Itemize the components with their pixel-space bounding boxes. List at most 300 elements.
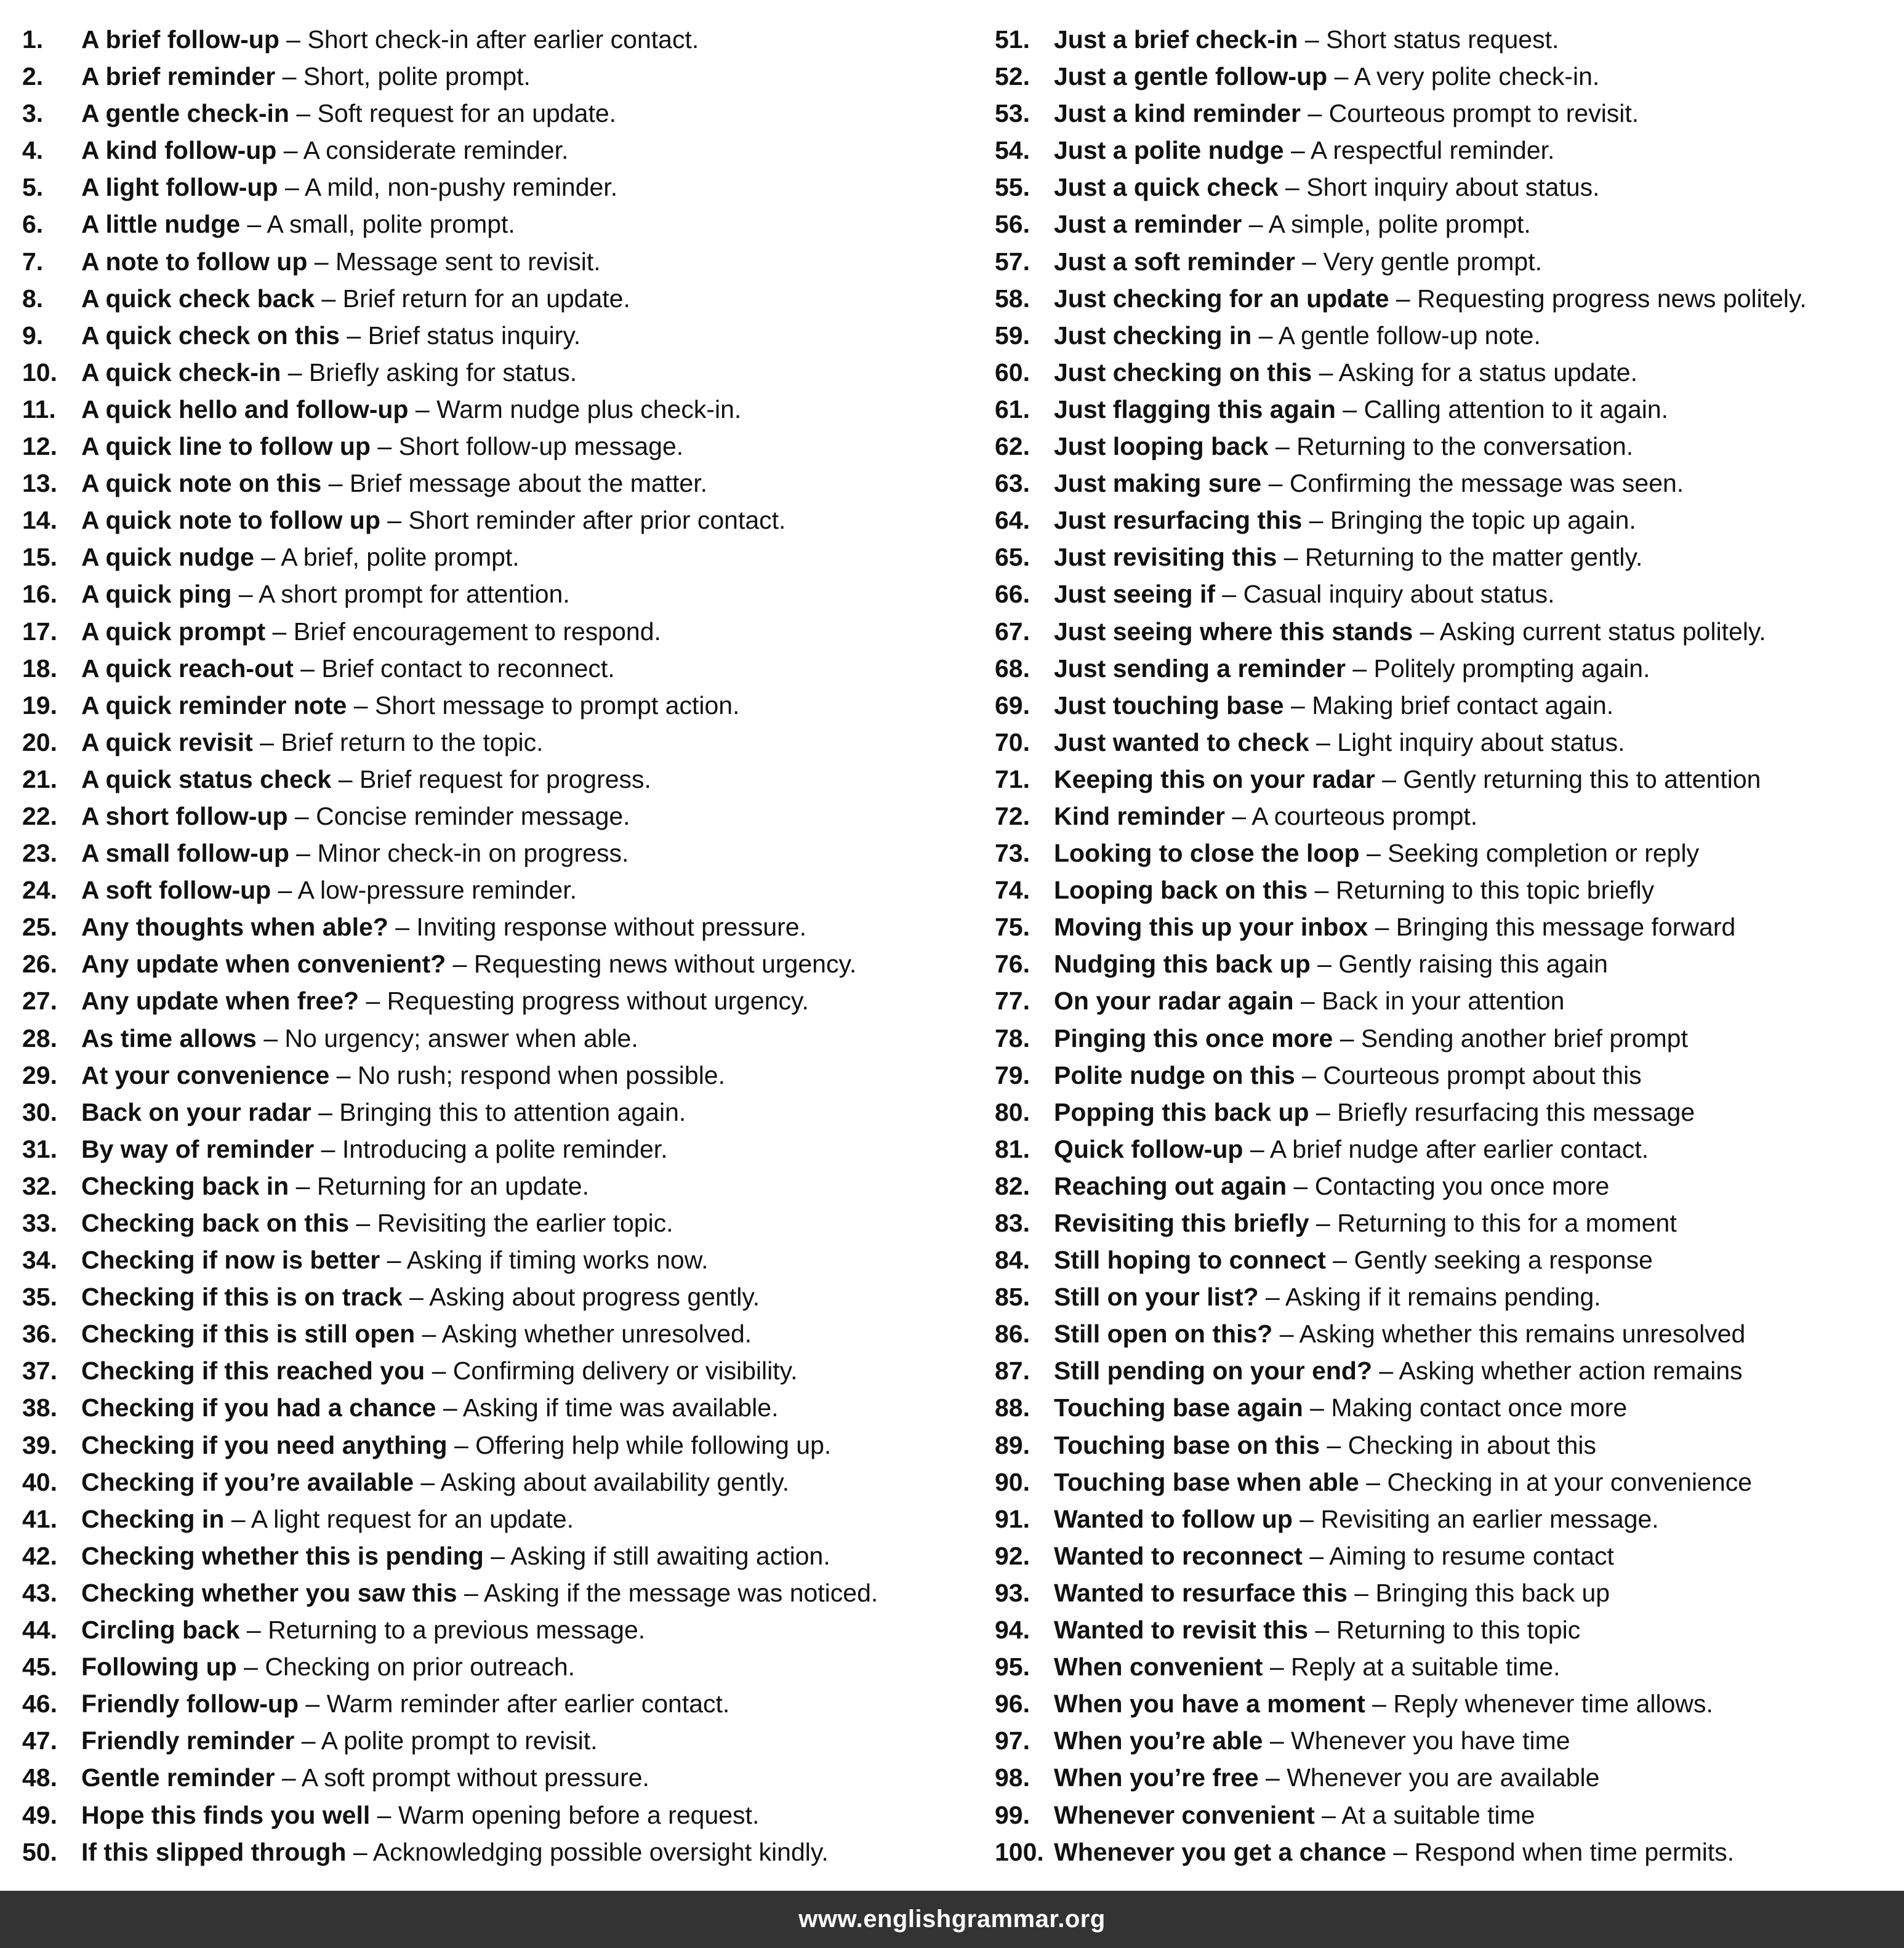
item-separator: –: [236, 1653, 265, 1681]
list-item: [995, 354, 1900, 391]
item-text: [1054, 650, 1650, 687]
list-item: [22, 798, 970, 835]
item-description: Brief encouragement to respond.: [293, 617, 661, 646]
item-phrase: A quick check-in: [81, 358, 281, 387]
item-description: Message sent to revisit.: [335, 247, 601, 276]
item-number: 29.: [22, 1060, 57, 1089]
item-text: [1054, 465, 1684, 502]
item-separator: –: [1242, 210, 1269, 239]
item-number: 6.: [22, 210, 44, 239]
item-phrase: A short follow-up: [81, 801, 288, 830]
item-phrase: Just looping back: [1054, 432, 1269, 461]
item-number: 71.: [995, 764, 1030, 793]
item-number: 48.: [22, 1763, 57, 1792]
item-text: [81, 428, 683, 465]
item-separator: –: [457, 1578, 484, 1607]
item-number: 65.: [995, 543, 1030, 572]
item-description: Returning for an update.: [316, 1171, 590, 1200]
item-description: Brief status inquiry.: [368, 321, 581, 350]
item-phrase: Following up: [81, 1653, 237, 1681]
item-text: [1054, 1131, 1649, 1168]
item-number: 33.: [22, 1209, 57, 1237]
item-phrase: Checking if you had a chance: [81, 1393, 436, 1422]
item-text: [1054, 1352, 1743, 1389]
list-item: [995, 465, 1900, 502]
item-separator: –: [293, 654, 322, 683]
item-description: Returning to the matter gently.: [1304, 543, 1643, 572]
item-text: [81, 1020, 638, 1057]
item-separator: –: [1215, 580, 1243, 609]
list-item: [22, 1131, 970, 1168]
list-item: [22, 908, 970, 945]
list-item: [22, 1464, 970, 1501]
item-text: [81, 1204, 673, 1241]
item-separator: –: [349, 1209, 377, 1237]
list-item: [995, 613, 1900, 650]
list-item: [995, 798, 1900, 835]
item-description: Reply whenever time allows.: [1393, 1689, 1713, 1718]
item-separator: –: [1327, 62, 1354, 91]
item-description: Concise reminder message.: [316, 801, 630, 830]
item-separator: –: [1283, 691, 1312, 719]
item-text: [81, 1574, 878, 1611]
list-item: [995, 428, 1900, 465]
item-separator: –: [271, 876, 298, 905]
item-number: 78.: [995, 1024, 1030, 1052]
item-phrase: Wanted to reconnect: [1054, 1541, 1303, 1570]
item-text: [81, 391, 741, 428]
item-description: Short, polite prompt.: [303, 62, 531, 91]
item-number: 18.: [22, 654, 57, 683]
item-phrase: Pinging this once more: [1054, 1024, 1333, 1052]
item-separator: –: [380, 506, 409, 535]
item-description: Checking in about this: [1348, 1430, 1597, 1459]
item-phrase: Checking whether this is pending: [81, 1541, 484, 1570]
item-text: [81, 1057, 725, 1094]
item-phrase: Touching base again: [1054, 1393, 1303, 1422]
item-separator: –: [224, 1504, 251, 1533]
item-separator: –: [1258, 1763, 1287, 1792]
item-separator: –: [1295, 1060, 1324, 1089]
item-text: [81, 872, 577, 908]
item-description: Making brief contact again.: [1312, 691, 1614, 719]
item-number: 68.: [995, 654, 1030, 683]
item-phrase: Wanted to resurface this: [1054, 1578, 1348, 1607]
item-separator: –: [1309, 1209, 1338, 1237]
item-phrase: A quick line to follow up: [81, 432, 371, 461]
list-item: [995, 1204, 1900, 1241]
list-item: [22, 724, 970, 761]
item-text: [81, 761, 651, 798]
item-separator: –: [1292, 1504, 1321, 1533]
list-item: [22, 872, 970, 908]
item-number: 21.: [22, 764, 57, 793]
item-phrase: A quick hello and follow-up: [81, 395, 409, 423]
item-separator: –: [1314, 1800, 1342, 1829]
list-item: [995, 1574, 1900, 1611]
item-separator: –: [1268, 432, 1297, 461]
item-number: 13.: [22, 469, 57, 498]
item-text: [1054, 428, 1633, 465]
item-text: [81, 1389, 779, 1426]
list-item: [22, 1537, 970, 1574]
item-text: [81, 1464, 789, 1501]
item-phrase: If this slipped through: [81, 1837, 347, 1866]
list-item: [22, 1168, 970, 1204]
footer-bar: [0, 1891, 1904, 1948]
item-phrase: A quick reminder note: [81, 691, 347, 719]
item-separator: –: [1333, 1024, 1361, 1052]
item-description: Sending another brief prompt: [1360, 1024, 1688, 1052]
item-description: Inviting response without pressure.: [416, 913, 806, 942]
list-item: [995, 1020, 1900, 1057]
right-column: [995, 21, 1900, 1870]
list-item: [22, 465, 970, 502]
item-number: 1.: [22, 25, 44, 54]
item-separator: –: [256, 1024, 285, 1052]
list-item: [995, 1057, 1900, 1094]
item-text: [81, 650, 615, 687]
item-phrase: On your radar again: [1054, 987, 1294, 1016]
item-phrase: A quick check on this: [81, 321, 340, 350]
item-phrase: Hope this finds you well: [81, 1800, 371, 1829]
item-separator: –: [370, 1800, 398, 1829]
item-description: Asking for a status update.: [1338, 358, 1637, 387]
item-description: A small, polite prompt.: [267, 210, 515, 239]
item-phrase: Any update when convenient?: [81, 950, 446, 979]
item-description: Soft request for an update.: [317, 99, 617, 128]
item-phrase: Popping this back up: [1054, 1097, 1309, 1126]
item-number: 36.: [22, 1320, 57, 1349]
item-phrase: A quick status check: [81, 764, 332, 793]
item-number: 9.: [22, 321, 44, 350]
item-text: [81, 1501, 574, 1537]
item-separator: –: [1309, 727, 1338, 756]
item-text: [1054, 1685, 1713, 1722]
item-phrase: Friendly follow-up: [81, 1689, 299, 1718]
item-separator: –: [414, 1467, 441, 1496]
item-description: Returning to this topic briefly: [1335, 876, 1655, 905]
item-text: [81, 354, 577, 391]
item-number: 72.: [995, 801, 1030, 830]
item-text: [81, 169, 617, 206]
item-phrase: Just checking on this: [1054, 358, 1312, 387]
item-separator: –: [1359, 1467, 1388, 1496]
item-number: 45.: [22, 1653, 57, 1681]
item-number: 91.: [995, 1504, 1030, 1533]
item-phrase: Just seeing where this stands: [1054, 617, 1413, 646]
item-text: [1054, 1278, 1601, 1315]
list-item: [22, 1501, 970, 1537]
item-phrase: Revisiting this briefly: [1054, 1209, 1309, 1237]
item-phrase: Checking in: [81, 1504, 225, 1533]
item-description: Acknowledging possible oversight kindly.: [372, 1837, 829, 1866]
item-phrase: Looking to close the loop: [1054, 839, 1360, 868]
item-phrase: At your convenience: [81, 1060, 330, 1089]
item-description: Asking about availability gently.: [440, 1467, 790, 1496]
item-number: 47.: [22, 1726, 57, 1755]
item-phrase: Just a gentle follow-up: [1054, 62, 1328, 91]
list-item: [995, 1537, 1900, 1574]
item-separator: –: [1413, 617, 1440, 646]
list-item: [995, 1722, 1900, 1759]
item-number: 28.: [22, 1024, 57, 1052]
item-description: Gently returning this to attention: [1403, 764, 1761, 793]
item-text: [81, 1797, 759, 1834]
item-number: 93.: [995, 1578, 1030, 1607]
item-text: [1054, 945, 1608, 982]
list-item: [22, 1020, 970, 1057]
item-number: 84.: [995, 1246, 1030, 1275]
item-text: [1054, 21, 1559, 58]
list-item: [995, 1131, 1900, 1168]
item-number: 19.: [22, 691, 57, 719]
item-text: [1054, 835, 1699, 872]
item-phrase: Checking if this reached you: [81, 1357, 425, 1385]
item-text: [1054, 1537, 1614, 1574]
list-item: [22, 1834, 970, 1870]
list-item: [22, 1722, 970, 1759]
item-separator: –: [281, 358, 309, 387]
item-text: [81, 1611, 645, 1648]
list-item: [22, 354, 970, 391]
item-description: Bringing this message forward: [1396, 913, 1736, 942]
list-item: [22, 1427, 970, 1464]
item-phrase: By way of reminder: [81, 1134, 315, 1163]
item-separator: –: [278, 173, 305, 202]
item-number: 27.: [22, 987, 57, 1016]
item-phrase: A quick note to follow up: [81, 506, 380, 535]
item-description: Short check-in after earlier contact.: [307, 25, 699, 54]
item-description: A courteous prompt.: [1251, 801, 1478, 830]
item-separator: –: [483, 1541, 511, 1570]
list-item: [995, 1797, 1900, 1834]
item-phrase: A quick note on this: [81, 469, 322, 498]
list-item: [22, 650, 970, 687]
item-phrase: A quick ping: [81, 580, 232, 609]
item-number: 64.: [995, 506, 1030, 535]
item-text: [81, 317, 580, 354]
list-item: [22, 132, 970, 169]
item-description: Checking in at your convenience: [1387, 1467, 1753, 1496]
item-description: A polite prompt to revisit.: [321, 1726, 598, 1755]
item-number: 80.: [995, 1097, 1030, 1126]
item-number: 17.: [22, 617, 57, 646]
item-phrase: Checking whether you saw this: [81, 1578, 457, 1607]
item-number: 34.: [22, 1246, 57, 1275]
item-description: Brief return for an update.: [342, 284, 630, 313]
item-phrase: A quick prompt: [81, 617, 266, 646]
item-text: [81, 613, 661, 650]
list-item: [22, 21, 970, 58]
item-separator: –: [436, 1393, 463, 1422]
left-column: [22, 21, 970, 1870]
list-item: [22, 1204, 970, 1241]
item-text: [81, 798, 630, 835]
item-separator: –: [1309, 1097, 1338, 1126]
item-text: [81, 95, 616, 132]
list-item: [995, 908, 1900, 945]
list-item: [995, 95, 1900, 132]
item-number: 35.: [22, 1283, 57, 1312]
list-item: [22, 613, 970, 650]
item-text: [81, 1278, 760, 1315]
item-description: Courteous prompt about this: [1323, 1060, 1642, 1089]
item-separator: –: [275, 62, 303, 91]
item-phrase: A light follow-up: [81, 173, 278, 202]
item-separator: –: [1293, 987, 1322, 1016]
item-number: 54.: [995, 136, 1030, 165]
item-phrase: Any thoughts when able?: [81, 913, 388, 942]
list-item: [995, 1834, 1900, 1870]
item-text: [1054, 908, 1735, 945]
item-phrase: A brief reminder: [81, 62, 276, 91]
item-description: Brief contact to reconnect.: [321, 654, 615, 683]
list-item: [995, 650, 1900, 687]
item-text: [1054, 95, 1639, 132]
item-phrase: Just resurfacing this: [1054, 506, 1303, 535]
item-text: [1054, 539, 1642, 575]
item-separator: –: [1301, 99, 1329, 128]
item-number: 73.: [995, 839, 1030, 868]
item-separator: –: [254, 543, 281, 572]
list-item: [22, 835, 970, 872]
item-phrase: Checking if you’re available: [81, 1467, 414, 1496]
item-separator: –: [276, 136, 303, 165]
item-text: [1054, 58, 1599, 95]
item-phrase: Touching base on this: [1054, 1430, 1320, 1459]
item-number: 81.: [995, 1134, 1030, 1163]
item-number: 90.: [995, 1467, 1030, 1496]
item-description: Brief request for progress.: [359, 764, 651, 793]
item-number: 99.: [995, 1800, 1030, 1829]
item-number: 25.: [22, 913, 57, 942]
item-number: 14.: [22, 506, 57, 535]
item-description: Confirming delivery or visibility.: [452, 1357, 798, 1385]
item-phrase: Touching base when able: [1054, 1467, 1359, 1496]
item-number: 2.: [22, 62, 44, 91]
item-phrase: Checking if you need anything: [81, 1430, 448, 1459]
item-description: Very gentle prompt.: [1323, 247, 1543, 276]
item-number: 57.: [995, 247, 1030, 276]
item-separator: –: [1272, 1320, 1299, 1349]
item-phrase: A kind follow-up: [81, 136, 277, 165]
item-text: [81, 539, 520, 575]
item-number: 55.: [995, 173, 1030, 202]
item-number: 77.: [995, 987, 1030, 1016]
item-separator: –: [388, 913, 417, 942]
item-separator: –: [1345, 654, 1374, 683]
item-phrase: Just sending a reminder: [1054, 654, 1346, 683]
item-description: Short inquiry about status.: [1306, 173, 1600, 202]
item-text: [1054, 687, 1613, 724]
item-description: Requesting progress without urgency.: [387, 987, 809, 1016]
list-item: [995, 58, 1900, 95]
item-text: [81, 58, 531, 95]
item-separator: –: [240, 210, 267, 239]
list-item: [995, 1611, 1900, 1648]
item-separator: –: [359, 987, 387, 1016]
item-number: 67.: [995, 617, 1030, 646]
list-item: [22, 1797, 970, 1834]
item-description: Casual inquiry about status.: [1243, 580, 1555, 609]
item-phrase: A small follow-up: [81, 839, 289, 868]
item-number: 50.: [22, 1837, 57, 1866]
item-description: Whenever you are available: [1287, 1763, 1600, 1792]
item-number: 11.: [22, 395, 56, 423]
item-description: Asking if the message was noticed.: [483, 1578, 878, 1607]
item-text: [1054, 391, 1668, 428]
item-description: Revisiting the earlier topic.: [377, 1209, 673, 1237]
item-number: 59.: [995, 321, 1030, 350]
item-description: Confirming the message was seen.: [1289, 469, 1684, 498]
item-separator: –: [1312, 358, 1339, 387]
list-item: [22, 1574, 970, 1611]
item-number: 82.: [995, 1171, 1030, 1200]
list-item: [22, 206, 970, 242]
item-phrase: Just flagging this again: [1054, 395, 1336, 423]
item-separator: –: [321, 469, 350, 498]
item-phrase: A note to follow up: [81, 247, 308, 276]
item-description: Back in your attention: [1322, 987, 1565, 1016]
item-phrase: A quick revisit: [81, 727, 253, 756]
item-phrase: Just checking in: [1054, 321, 1252, 350]
list-item: [995, 391, 1900, 428]
item-text: [1054, 243, 1542, 280]
item-separator: –: [299, 1689, 327, 1718]
item-phrase: Just a kind reminder: [1054, 99, 1301, 128]
item-text: [81, 1131, 668, 1168]
list-item: [995, 1648, 1900, 1685]
item-text: [1054, 1241, 1653, 1278]
list-item: [22, 982, 970, 1019]
item-text: [81, 1537, 830, 1574]
item-number: 8.: [22, 284, 44, 313]
item-number: 62.: [995, 432, 1030, 461]
footer-website-link[interactable]: www.englishgrammar.org: [798, 1906, 1106, 1933]
item-description: A short prompt for attention.: [258, 580, 570, 609]
item-number: 52.: [995, 62, 1030, 91]
item-text: [1054, 1020, 1688, 1057]
item-phrase: Quick follow-up: [1054, 1134, 1243, 1163]
item-text: [1054, 354, 1637, 391]
item-phrase: Reaching out again: [1054, 1171, 1287, 1200]
item-text: [81, 465, 707, 502]
list-item: [22, 58, 970, 95]
item-separator: –: [1303, 1393, 1332, 1422]
item-phrase: A gentle check-in: [81, 99, 289, 128]
item-description: No urgency; answer when able.: [284, 1024, 638, 1052]
item-separator: –: [231, 580, 259, 609]
item-separator: –: [446, 950, 474, 979]
item-description: No rush; respond when possible.: [357, 1060, 725, 1089]
list-item: [22, 761, 970, 798]
item-number: 97.: [995, 1726, 1030, 1755]
item-description: Short follow-up message.: [398, 432, 684, 461]
item-separator: –: [425, 1357, 453, 1385]
item-description: Returning to this topic: [1336, 1616, 1581, 1645]
item-phrase: When convenient: [1054, 1653, 1263, 1681]
item-number: 42.: [22, 1541, 57, 1570]
item-description: A light request for an update.: [251, 1504, 574, 1533]
item-description: Aiming to resume contact: [1329, 1541, 1614, 1570]
item-number: 100.: [995, 1837, 1044, 1866]
item-phrase: Checking if this is on track: [81, 1283, 403, 1312]
item-text: [1054, 1759, 1599, 1796]
item-separator: –: [329, 1060, 358, 1089]
item-separator: –: [1261, 469, 1290, 498]
item-number: 92.: [995, 1541, 1030, 1570]
